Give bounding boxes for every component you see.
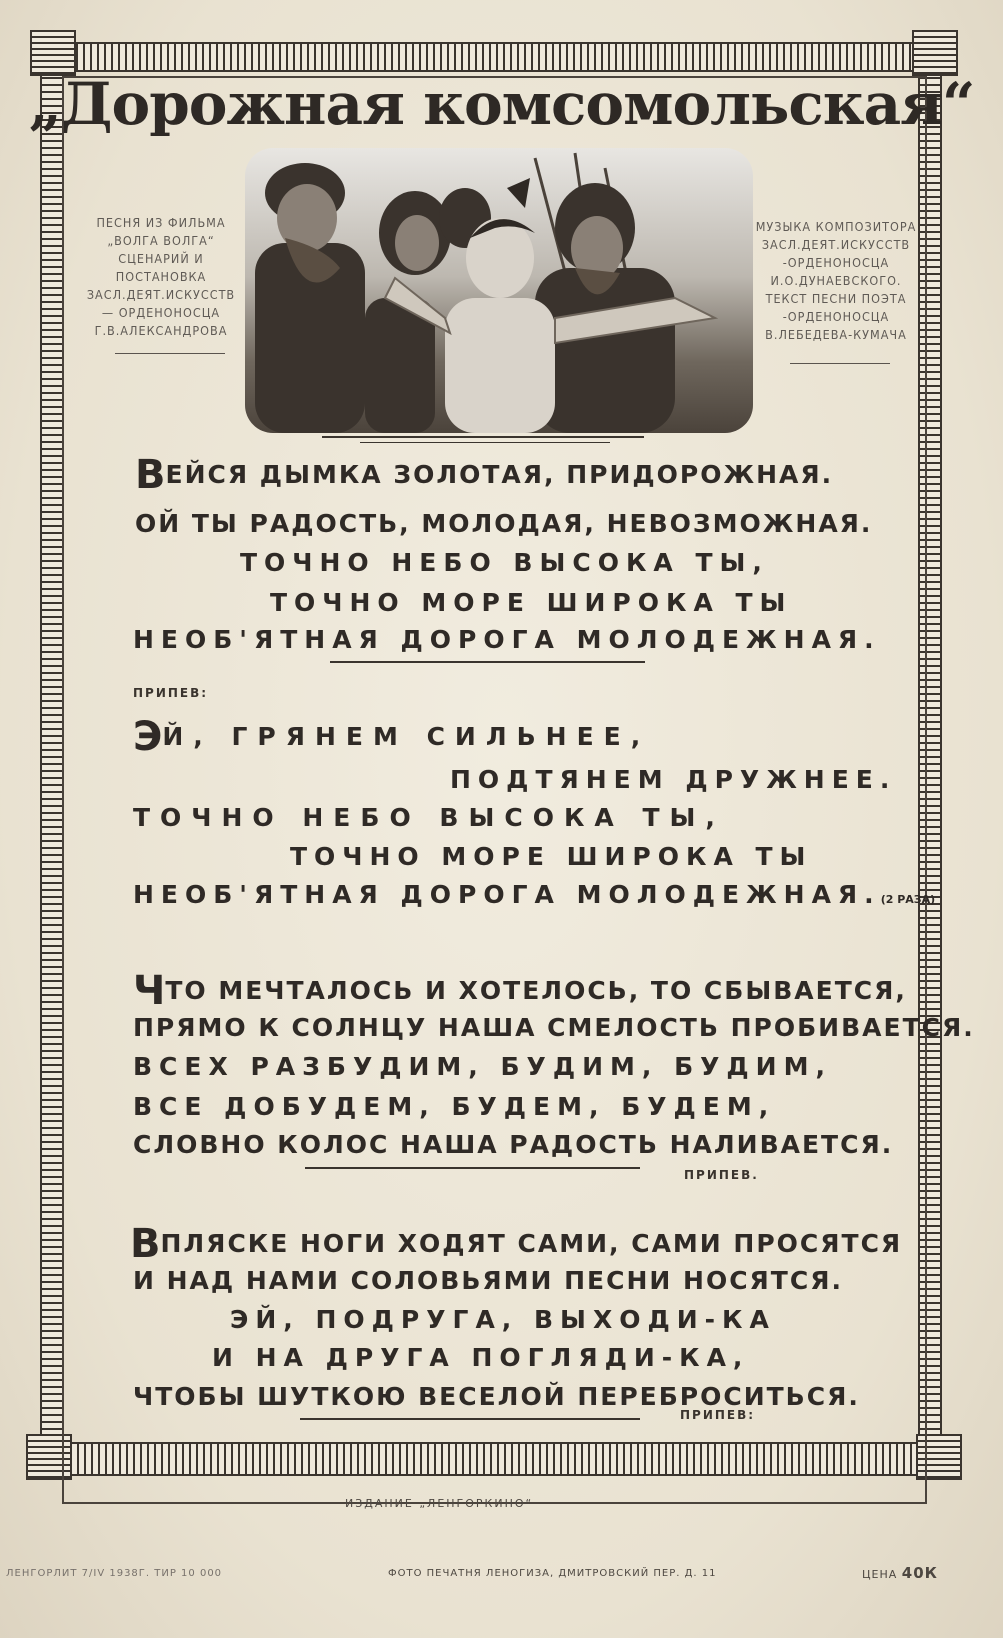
left-credit-line: „ВОЛГА ВОЛГА“	[107, 233, 215, 248]
drop-cap: В	[135, 452, 166, 498]
chorus-line5	[133, 880, 935, 909]
right-credit-line: МУЗЫКА КОМПОЗИТОРА	[755, 219, 917, 234]
price-value: 40К	[901, 1564, 938, 1582]
left-credit-line: ЗАСЛ.ДЕЯТ.ИСКУССТВ	[86, 287, 236, 302]
right-credit	[755, 218, 917, 344]
right-credit-line: ЗАСЛ.ДЕЯТ.ИСКУССТВ	[761, 237, 911, 252]
left-credit-line: — ОРДЕНОНОСЦА	[101, 305, 221, 320]
verse2-line2: ПРЯМО К СОЛНЦУ НАША СМЕЛОСТЬ ПРОБИВАЕТСЯ.	[133, 1013, 975, 1042]
left-credit-line: Г.В.АЛЕКСАНДРОВА	[94, 323, 228, 338]
verse1-line4: ТОЧНО МОРЕ ШИРОКА ТЫ	[270, 588, 793, 617]
drop-cap: Ч	[133, 968, 166, 1014]
verse3-line2: И НАД НАМИ СОЛОВЬЯМИ ПЕСНИ НОСЯТСЯ.	[133, 1266, 843, 1295]
printer-address: ФОТО ПЕЧАТНЯ ЛЕНОГИЗА, ДМИТРОВСКИЙ ПЕР. Д. 11	[388, 1568, 717, 1579]
right-credit-underline	[790, 363, 890, 364]
chorus-line4: ТОЧНО МОРЕ ШИРОКА ТЫ	[290, 842, 813, 871]
right-credit-line: -ОРДЕНОНОСЦА	[782, 309, 890, 324]
right-credit-line: -ОРДЕНОНОСЦА	[782, 255, 890, 270]
verse1-line2: ОЙ ТЫ РАДОСТЬ, МОЛОДАЯ, НЕВОЗМОЖНАЯ.	[135, 509, 873, 538]
film-still-photo	[245, 148, 753, 433]
divider	[360, 442, 610, 443]
divider	[300, 1418, 640, 1420]
right-credit-line: ТЕКСТ ПЕСНИ ПОЭТА	[765, 291, 907, 306]
verse-text: ТО МЕЧТАЛОСЬ И ХОТЕЛОСЬ, ТО СБЫВАЕТСЯ,	[165, 976, 907, 1005]
verse-text: ПЛЯСКЕ НОГИ ХОДЯТ САМИ, САМИ ПРОСЯТСЯ	[160, 1229, 903, 1258]
verse1-line3: ТОЧНО НЕБО ВЫСОКА ТЫ,	[240, 548, 769, 577]
chorus-label: ПРИПЕВ:	[133, 686, 209, 700]
frame-left	[40, 60, 64, 1460]
verse1-line5: НЕОБ'ЯТНАЯ ДОРОГА МОЛОДЕЖНАЯ.	[133, 625, 881, 654]
verse2-line4: ВСЕ ДОБУДЕМ, БУДЕМ, БУДЕМ,	[133, 1092, 776, 1121]
verse2-line5: СЛОВНО КОЛОС НАША РАДОСТЬ НАЛИВАЕТСЯ.	[133, 1130, 894, 1159]
verse-text: НЕОБ'ЯТНАЯ ДОРОГА МОЛОДЕЖНАЯ.	[133, 880, 881, 909]
verse3-line5: ЧТОБЫ ШУТКОЮ ВЕСЕЛОЙ ПЕРЕБРОСИТЬСЯ.	[133, 1382, 860, 1411]
verse1-line1	[135, 452, 834, 498]
verse-text: Й, ГРЯНЕМ СИЛЬНЕЕ,	[162, 722, 651, 751]
divider	[322, 436, 644, 438]
divider	[330, 661, 645, 663]
verse2-line3: ВСЕХ РАЗБУДИМ, БУДИМ, БУДИМ,	[133, 1052, 832, 1081]
repeat-note: (2 РАЗА)	[880, 893, 936, 906]
chorus-line1	[133, 714, 651, 760]
film-still-illustration	[245, 148, 753, 433]
drop-cap: В	[130, 1221, 161, 1267]
verse2-refrain: ПРИПЕВ.	[684, 1168, 759, 1182]
verse3-line4: И НА ДРУГА ПОГЛЯДИ-КА,	[212, 1343, 750, 1372]
price	[862, 1564, 938, 1582]
verse-text: ЕЙСЯ ДЫМКА ЗОЛОТАЯ, ПРИДОРОЖНАЯ.	[165, 460, 834, 489]
left-credit	[80, 214, 242, 340]
song-title: „Дорожная комсомольская“	[28, 70, 975, 138]
left-credit-line: СЦЕНАРИЙ И	[118, 251, 204, 266]
left-credit-line: ПОСТАНОВКА	[115, 269, 207, 284]
divider	[305, 1167, 640, 1169]
drop-cap: Э	[133, 714, 163, 760]
right-credit-line: И.О.ДУНАЕВСКОГО.	[770, 273, 902, 288]
verse2-line1	[133, 968, 907, 1014]
price-label: ЦЕНА	[862, 1568, 898, 1581]
verse3-line1	[130, 1221, 903, 1267]
print-info: ЛЕНГОРЛИТ 7/IV 1938Г. ТИР 10 000	[6, 1568, 223, 1579]
publisher-line: ИЗДАНИЕ „ЛЕНГОРКИНО“	[345, 1497, 534, 1510]
frame-top	[60, 42, 942, 72]
chorus-line3: ТОЧНО НЕБО ВЫСОКА ТЫ,	[133, 803, 725, 832]
left-credit-line: ПЕСНЯ ИЗ ФИЛЬМА	[96, 215, 226, 230]
verse3-line3: ЭЙ, ПОДРУГА, ВЫХОДИ-КА	[230, 1305, 776, 1334]
verse3-refrain: ПРИПЕВ:	[680, 1408, 756, 1422]
left-credit-underline	[115, 353, 225, 354]
right-credit-line: В.ЛЕБЕДЕВА-КУМАЧА	[765, 327, 907, 342]
chorus-line2: ПОДТЯНЕМ ДРУЖНЕЕ.	[450, 765, 897, 794]
